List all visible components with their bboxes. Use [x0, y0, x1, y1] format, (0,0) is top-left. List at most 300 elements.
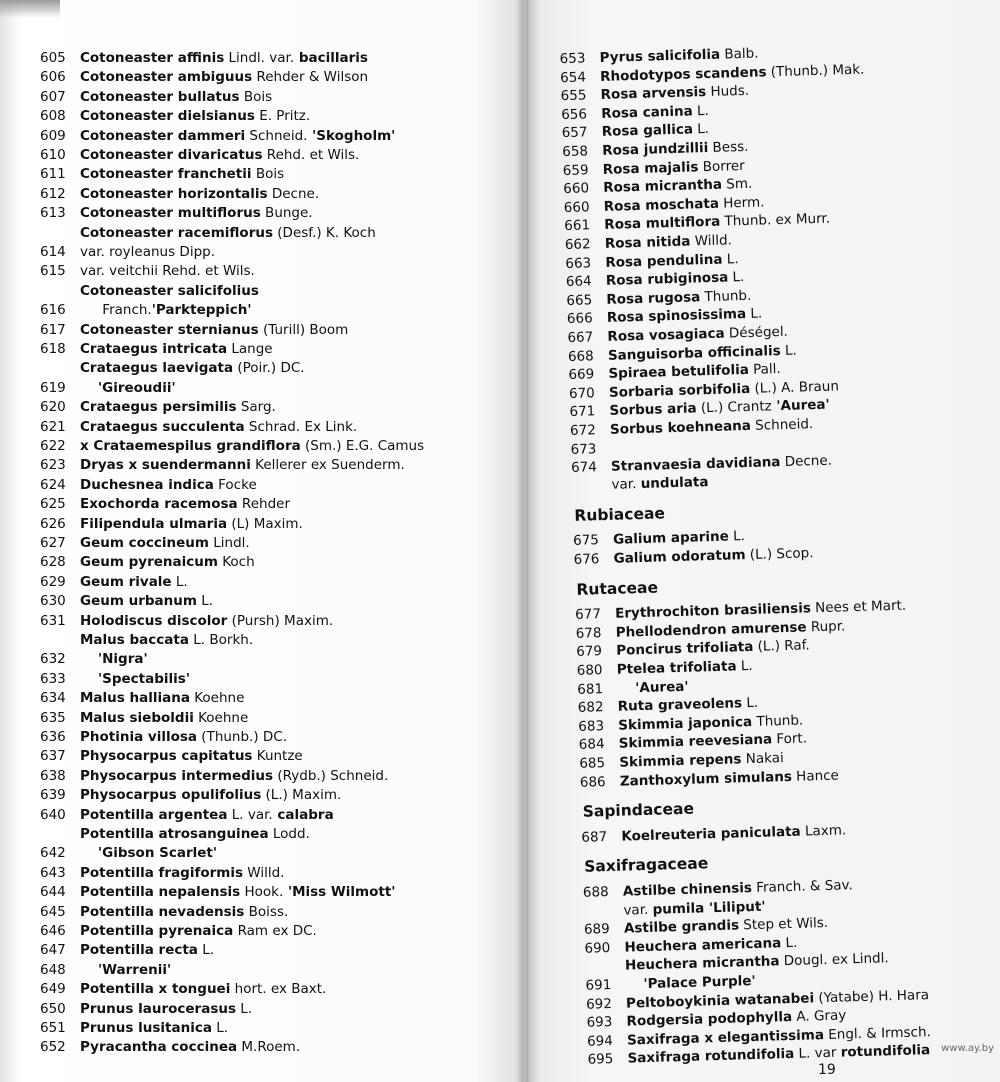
species-author: Thunb.	[700, 287, 752, 306]
species-name: Cotoneaster salicifolius	[80, 282, 259, 299]
species-author: L.	[227, 806, 244, 823]
species-entry	[577, 678, 689, 697]
entry-number: 668	[567, 347, 594, 365]
species-author: L.	[692, 102, 710, 120]
infraspecific-epithet: pumila	[652, 899, 705, 918]
entry-number: 627	[40, 535, 66, 551]
species-author: Dougl. ex Lindl.	[779, 950, 889, 970]
species-author: L.	[722, 250, 739, 268]
entry-number: 672	[569, 422, 597, 439]
species-author: Nees et Mart.	[810, 597, 907, 617]
species-entry	[570, 440, 610, 457]
entry-number: 614	[40, 244, 66, 260]
species-name: Cotoneaster bullatus	[80, 88, 240, 105]
species-author: Huds.	[705, 82, 750, 101]
species-author: (L.) Crantz	[696, 398, 772, 417]
book-gutter	[516, 0, 530, 1082]
species-name: Galium aparine	[612, 528, 730, 549]
entry-number: 606	[40, 69, 66, 86]
species-name: Crataegus intricata	[80, 341, 228, 357]
entry-number: 676	[573, 551, 600, 568]
entry-number: 619	[40, 379, 66, 396]
species-entry	[40, 244, 215, 260]
species-name: Skimmia japonica	[618, 713, 753, 734]
species-entry	[40, 613, 333, 629]
species-entry	[562, 139, 749, 160]
species-author: Herm.	[718, 194, 765, 212]
entry-number: 624	[40, 476, 66, 493]
species-author: Koehne	[193, 709, 249, 726]
species-author: (Rydb.) Schneid.	[273, 767, 389, 784]
species-entry	[40, 1039, 300, 1055]
species-author: Pall.	[748, 361, 781, 379]
species-name: Malus halliana	[80, 690, 190, 707]
species-entry	[40, 263, 255, 279]
species-name: Potentilla nevadensis	[80, 903, 245, 920]
species-author: (Desf.) K. Koch	[273, 224, 376, 241]
species-name: Physocarpus capitatus	[80, 748, 253, 765]
species-entry	[565, 251, 739, 272]
species-author: Sm.	[721, 175, 753, 193]
cultivar-name: 'Warrenii'	[98, 961, 172, 978]
entry-number: 693	[586, 1014, 613, 1031]
species-name: Astilbe grandis	[623, 917, 740, 937]
species-name: Crataegus persimilis	[80, 399, 237, 416]
species-author: Rehder	[237, 496, 290, 513]
species-name: Duchesnea indica	[80, 476, 214, 493]
species-name: Cotoneaster racemiflorus	[80, 224, 273, 241]
entry-number: 688	[582, 884, 609, 901]
species-entry	[566, 288, 751, 309]
species-entry	[575, 598, 906, 623]
species-entry	[40, 69, 368, 85]
species-author: L.	[728, 528, 746, 545]
species-author: Balb.	[719, 45, 759, 63]
species-name: Dryas x suendermanni	[80, 457, 251, 474]
entry-number: 665	[566, 292, 593, 309]
infraspecific-epithet: rotundifolia	[840, 1042, 931, 1062]
species-author: hort. ex Baxt.	[230, 981, 327, 998]
species-author: L.	[780, 934, 798, 952]
species-author: Hance	[791, 767, 840, 785]
species-entry	[581, 822, 846, 845]
species-author: M.Roem.	[237, 1039, 301, 1056]
species-entry	[40, 186, 319, 202]
species-name: Potentilla nepalensis	[80, 884, 241, 901]
entry-number: 674	[570, 459, 598, 477]
species-name: Cotoneaster sternianus	[80, 321, 259, 338]
species-entry	[583, 898, 765, 919]
entry-number: 613	[40, 205, 66, 222]
entry-number: 683	[578, 717, 605, 735]
entry-number: 687	[581, 828, 608, 846]
species-entry	[566, 269, 745, 290]
species-name: Geum coccineum	[80, 535, 209, 551]
species-entry	[40, 380, 176, 396]
family-heading: Rubiaceae	[574, 504, 666, 525]
entry-number: 618	[40, 341, 66, 357]
species-name: Rosa majalis	[602, 158, 699, 178]
infraspecific-epithet: calabra	[272, 806, 334, 823]
species-author: Kuntze	[252, 748, 303, 765]
entry-number: 664	[565, 273, 592, 291]
species-author: Decne.	[267, 185, 320, 202]
entry-number: 678	[575, 624, 602, 642]
species-author: Koehne	[189, 690, 245, 707]
cultivar-name: 'Aurea'	[771, 397, 830, 415]
entry-number: 669	[568, 366, 595, 384]
cultivar-name: 'Nigra'	[98, 651, 148, 668]
species-author: L.	[794, 1045, 811, 1063]
species-author: (Sm.) E.G. Camus	[300, 438, 425, 454]
species-name: Cotoneaster affinis	[80, 50, 225, 66]
family-heading: Saxifragaceae	[583, 854, 709, 877]
species-name: Saxifraga x elegantissima	[626, 1026, 825, 1049]
species-author: Rehder & Wilson	[252, 69, 369, 86]
species-name: Crataegus succulenta	[80, 418, 245, 435]
entry-number: 650	[40, 1000, 66, 1017]
species-entry	[40, 593, 213, 609]
species-name: Rosa canina	[600, 103, 693, 122]
species-author: Kellerer ex Suenderm.	[250, 457, 405, 474]
entry-number: 623	[40, 457, 66, 474]
species-author: (L.) Maxim.	[261, 787, 342, 804]
entry-number: 661	[564, 217, 591, 235]
taxon-rank: var	[810, 1045, 841, 1062]
species-name: Peltoboykinia watanabei	[625, 989, 815, 1012]
species-name: Rosa rugosa	[606, 289, 701, 308]
entry-number: 647	[40, 942, 66, 959]
entry-number: 611	[40, 166, 66, 183]
species-entry	[563, 158, 745, 179]
species-entry	[564, 194, 765, 216]
species-name: Galium odoratum	[613, 547, 746, 567]
entry-number: 681	[577, 680, 604, 698]
entry-number: 675	[572, 532, 600, 550]
entry-number: 653	[559, 50, 586, 68]
species-author: Laxm.	[800, 822, 847, 840]
entry-number: 621	[40, 418, 66, 435]
species-author: (L.) A. Braun	[750, 378, 840, 397]
species-name: Cotoneaster horizontalis	[80, 185, 268, 202]
species-name: Malus baccata	[80, 632, 189, 648]
species-entry	[40, 942, 214, 958]
species-name: Rosa vosagiaca	[607, 325, 725, 345]
species-name: Crataegus laevigata	[80, 360, 234, 377]
species-entry	[565, 232, 732, 253]
species-entry	[576, 638, 810, 661]
entry-number: 620	[40, 399, 66, 416]
species-author: Schneid.	[245, 127, 308, 144]
species-entry	[40, 923, 317, 939]
species-name: Potentilla pyrenaica	[80, 923, 234, 939]
species-author: Rehd. et Wils.	[262, 147, 360, 163]
species-name: Cotoneaster ambiguus	[80, 69, 253, 86]
entry-number: 691	[585, 977, 612, 994]
species-author: Lange	[227, 341, 273, 357]
species-entry	[40, 768, 388, 784]
species-name: Rosa micrantha	[603, 176, 723, 197]
species-name: Prunus laurocerasus	[80, 1000, 237, 1017]
species-author: L.	[236, 1000, 253, 1017]
species-author: (Thunb.) DC.	[197, 729, 288, 745]
species-entry	[40, 826, 310, 842]
species-entry	[40, 845, 217, 861]
species-name: Geum rivale	[80, 573, 172, 590]
entry-number: 689	[583, 921, 610, 938]
entry-number: 630	[40, 593, 66, 610]
entry-number: 658	[562, 143, 589, 161]
species-entry	[585, 973, 756, 994]
species-name: Saxifraga rotundifolia	[627, 1046, 795, 1067]
entry-number: 648	[40, 961, 66, 978]
species-name: Rhodotypos scandens	[599, 63, 767, 85]
entry-number: 628	[40, 554, 66, 571]
species-author: Decne.	[780, 452, 833, 471]
species-entry	[40, 690, 244, 706]
species-name: Geum urbanum	[80, 593, 197, 610]
entry-number: 616	[40, 302, 66, 319]
entry-number: 695	[587, 1051, 614, 1069]
entry-number: 659	[562, 161, 589, 179]
entry-number: 680	[576, 662, 603, 679]
entry-number: 660	[563, 199, 590, 216]
entry-number: 686	[579, 773, 606, 791]
entry-number: 607	[40, 88, 66, 105]
species-name: Phellodendron amurense	[615, 619, 807, 641]
species-entry	[40, 729, 287, 745]
entry-number: 632	[40, 651, 66, 668]
species-name: Physocarpus opulifolius	[80, 787, 262, 804]
entry-number	[585, 970, 625, 971]
family-heading: Sapindaceae	[582, 799, 695, 821]
species-author: Schrad. Ex Link.	[244, 418, 358, 435]
species-entry	[40, 632, 253, 648]
species-author: Fort.	[771, 730, 808, 748]
species-author: (Thunb.) Mak.	[766, 61, 865, 80]
species-author: Franch.	[98, 302, 152, 319]
species-author: (Turill) Boom	[258, 321, 349, 338]
species-name: Koelreuteria paniculata	[621, 823, 801, 845]
species-name: Potentilla recta	[80, 942, 198, 959]
species-entry	[40, 341, 273, 357]
species-entry	[40, 283, 259, 299]
species-author: L.	[745, 305, 763, 323]
species-author: Willd.	[690, 232, 733, 250]
species-entry	[40, 477, 257, 493]
species-entry	[570, 416, 814, 439]
entry-number: 640	[40, 806, 66, 823]
species-name: Rosa moschata	[603, 195, 720, 215]
entry-number: 609	[40, 127, 66, 144]
species-name: Rosa nitida	[604, 233, 691, 252]
species-author: Step et Wils.	[738, 915, 829, 934]
species-author: Rupr.	[806, 618, 846, 636]
species-entry	[559, 46, 758, 68]
species-name: Zanthoxylum simulans	[619, 768, 793, 790]
species-entry	[40, 147, 359, 163]
cultivar-name: 'Aurea'	[635, 678, 689, 696]
entry-number: 663	[565, 254, 592, 272]
species-name: Malus sieboldii	[80, 709, 194, 726]
species-author: Thunb.	[751, 712, 804, 730]
species-author: Bunge.	[260, 205, 313, 222]
species-author: (L.) Raf.	[753, 637, 810, 656]
species-entry	[40, 128, 395, 144]
species-author: Bois	[239, 88, 273, 105]
species-author: A. Gray	[791, 1007, 847, 1026]
species-entry	[40, 535, 250, 551]
species-entry	[40, 302, 251, 318]
entry-number: 635	[40, 709, 66, 726]
species-entry	[40, 108, 310, 124]
species-entry	[567, 306, 763, 327]
species-entry	[40, 962, 171, 978]
species-entry	[561, 103, 709, 123]
species-entry	[563, 176, 752, 197]
species-name: Exochorda racemosa	[80, 496, 238, 513]
species-author: Franch. & Sav.	[751, 877, 854, 897]
species-entry	[562, 121, 710, 141]
entry-number: 629	[40, 573, 66, 590]
species-name: Spiraea betulifolia	[608, 362, 750, 383]
species-name: Ptelea trifoliata	[616, 658, 737, 678]
species-author: L.	[728, 269, 745, 286]
species-author: Willd.	[243, 864, 285, 881]
species-name: Skimmia reevesiana	[618, 731, 773, 753]
species-author: L.	[197, 942, 215, 959]
entry-number: 684	[578, 736, 605, 754]
species-author: Koch	[217, 554, 255, 571]
species-name: Heuchera americana	[624, 935, 782, 956]
entry-number: 608	[40, 108, 66, 125]
entry-number: 670	[568, 385, 596, 402]
species-name: Pyracantha coccinea	[80, 1039, 238, 1056]
species-name: Cotoneaster dammeri	[80, 127, 246, 144]
species-name: Geum pyrenaicum	[80, 554, 218, 571]
species-name: Potentilla atrosanguinea	[80, 826, 269, 842]
entry-number: 662	[564, 236, 591, 254]
species-name: Holodiscus discolor	[80, 612, 228, 629]
species-entry	[40, 516, 303, 532]
entry-number: 656	[560, 106, 588, 123]
family-heading: Rutaceae	[576, 578, 659, 599]
species-name: Sanguisorba officinalis	[607, 342, 781, 364]
species-name: Potentilla x tonguei	[80, 981, 231, 998]
species-entry	[40, 438, 424, 454]
species-author: L.	[736, 657, 753, 675]
species-entry	[40, 554, 255, 570]
species-name: Cotoneaster multiflorus	[80, 205, 261, 222]
watermark: www.ay.by	[941, 1043, 994, 1054]
species-author: Hook.	[240, 884, 284, 901]
species-author: Borrer	[698, 157, 745, 175]
entry-number: 612	[40, 185, 66, 202]
species-author: L.	[211, 1020, 229, 1036]
species-entry	[40, 787, 341, 803]
species-name: Rodgersia podophylla	[626, 1009, 793, 1030]
species-author: (Yatabe) H. Hara	[813, 986, 930, 1006]
entry-number: 631	[40, 612, 66, 629]
species-name: Photinia villosa	[80, 729, 198, 745]
species-author: L.	[692, 121, 710, 138]
taxon-rank: var.	[243, 806, 273, 823]
species-name: Rosa spinosissima	[606, 306, 747, 327]
species-name: Heuchera micrantha	[624, 953, 780, 974]
entry-number: 642	[40, 845, 66, 862]
entry-number: 694	[586, 1032, 614, 1050]
species-entry	[40, 205, 313, 221]
cultivar-name: 'Spectabilis'	[98, 670, 190, 687]
entry-number: 643	[40, 864, 66, 881]
entry-number: 652	[40, 1039, 66, 1056]
species-entry	[40, 574, 188, 590]
species-entry	[560, 83, 749, 104]
species-author: Bess.	[708, 138, 749, 156]
entry-number: 646	[40, 923, 66, 939]
entry-number: 692	[585, 995, 613, 1013]
species-author: L.	[780, 342, 797, 359]
entry-number	[584, 914, 624, 915]
species-author: Schneid.	[750, 416, 814, 434]
entry-number: 657	[561, 124, 588, 142]
species-entry	[40, 399, 276, 415]
species-name: Stranvaesia davidiana	[610, 454, 781, 475]
species-author: Lodd.	[268, 826, 310, 842]
species-entry	[40, 651, 148, 667]
species-entry	[578, 695, 759, 716]
species-name: Rosa arvensis	[600, 84, 707, 104]
species-name: Rosa jundzillii	[602, 139, 709, 159]
right-page	[526, 0, 1000, 1082]
entry-number: 625	[40, 496, 66, 513]
entry-number: 617	[40, 321, 66, 338]
species-entry	[40, 865, 284, 881]
entry-number: 637	[40, 748, 66, 765]
species-author: Lindl.	[224, 50, 265, 66]
species-entry	[577, 658, 753, 679]
species-name: Cotoneaster divaricatus	[80, 147, 263, 163]
species-name: Pyrus salicifolia	[599, 46, 721, 66]
species-entry	[40, 671, 190, 687]
species-author: (L) Maxim.	[227, 515, 303, 532]
species-entry	[40, 225, 376, 241]
species-entry	[40, 322, 348, 338]
species-author: (Pursh) Maxim.	[227, 612, 334, 629]
entry-number: 615	[40, 263, 66, 280]
species-name: Physocarpus intermedius	[80, 767, 274, 784]
species-entry	[40, 50, 368, 66]
species-name: Astilbe chinensis	[622, 880, 753, 900]
entry-number	[572, 489, 612, 490]
entry-number: 639	[40, 787, 66, 804]
species-author: L. Borkh.	[188, 632, 254, 648]
species-author: Nakai	[741, 750, 784, 768]
entry-number: 605	[40, 50, 66, 66]
species-author: Ram ex DC.	[233, 923, 317, 939]
entry-number: 677	[574, 606, 602, 624]
entry-number: 685	[579, 755, 606, 772]
species-author: Déségel.	[724, 323, 789, 342]
species-entry	[571, 474, 708, 494]
infraspecific-epithet: undulata	[640, 474, 709, 493]
page-corner-shadow	[0, 0, 60, 18]
entry-number: 626	[40, 515, 66, 532]
species-author: Engl. & Irmsch.	[823, 1023, 932, 1043]
species-name: Erythrochiton brasiliensis	[614, 600, 812, 622]
species-author: E. Pritz.	[254, 108, 311, 125]
species-name: Sorbus aria	[609, 400, 697, 420]
